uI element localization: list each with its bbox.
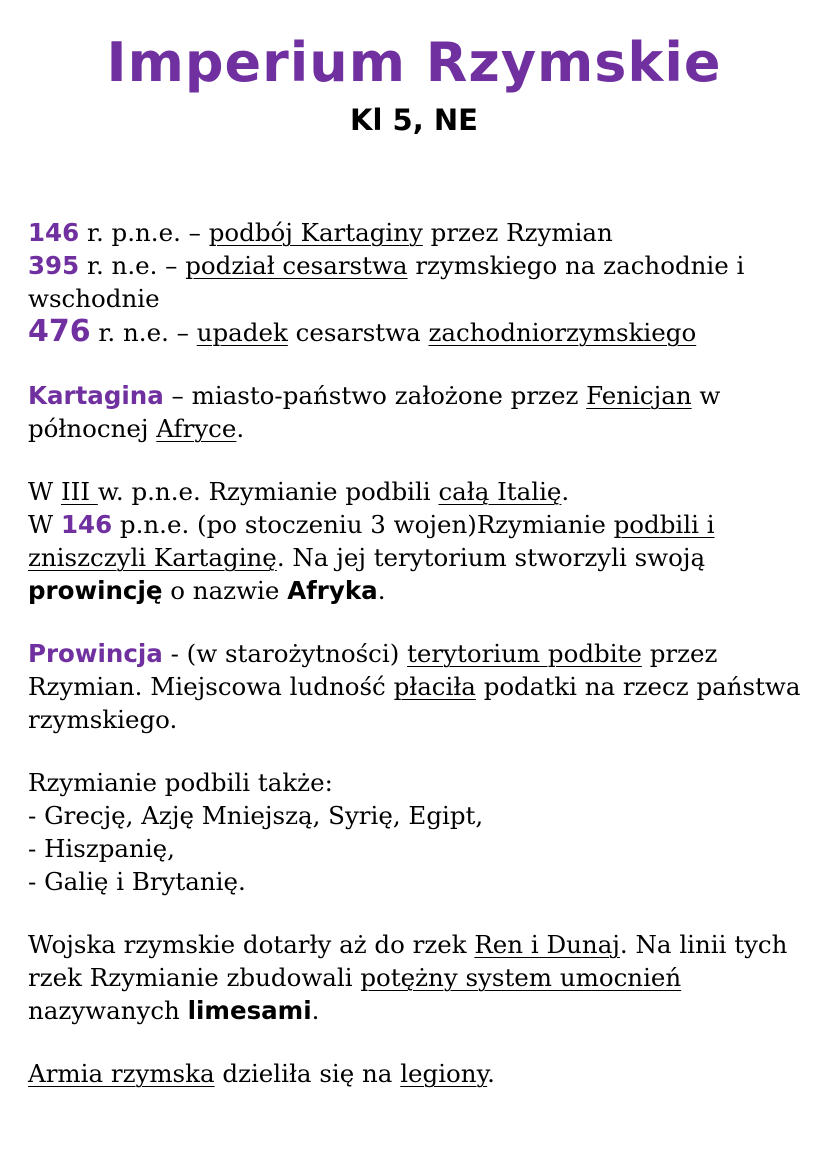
- underlined-term: legiony: [400, 1059, 488, 1088]
- prowincja-paragraph: Prowincja - (w starożytności) terytorium podbite przez Rzymian. Miejscowa ludność płaciła podatki na rzecz państwa rzymskiego.: [28, 639, 801, 734]
- underlined-term: upadek: [196, 318, 288, 347]
- underlined-term: potężny system umocnień: [360, 963, 682, 992]
- date-line-395: 395 r. n.e. – podział cesarstwa rzymskiego na zachodnie i wschodnie: [28, 251, 745, 313]
- definition-term: Kartagina: [28, 381, 164, 410]
- date-year: 146: [28, 218, 80, 247]
- underlined-term: III: [60, 477, 98, 506]
- underlined-term: podbój Kartaginy: [208, 218, 423, 247]
- bold-term: Afryka: [287, 576, 378, 605]
- underlined-term: Fenicjan: [586, 381, 692, 410]
- underlined-term: płaciła: [393, 672, 476, 701]
- date-line-476: 476 r. n.e. – upadek cesarstwa zachodniorzymskiego: [28, 314, 697, 349]
- notes-content: [28, 216, 818, 1120]
- date-year: 395: [28, 251, 80, 280]
- bold-term: limesami: [187, 996, 312, 1025]
- page-title: Imperium Rzymskie: [106, 31, 722, 94]
- list-item: - Galię i Brytanię.: [28, 867, 246, 896]
- page-subtitle: Kl 5, NE: [350, 103, 478, 137]
- list-item: - Grecję, Azję Mniejszą, Syrię, Egipt,: [28, 801, 484, 830]
- underlined-term: podział cesarstwa: [185, 251, 408, 280]
- army-paragraph: Armia rzymska dzieliła się na legiony.: [28, 1059, 495, 1088]
- underlined-term: podbili i zniszczyli Kartaginę: [28, 510, 715, 572]
- underlined-term: Armia rzymska: [28, 1059, 215, 1088]
- conquest-paragraph: W III w. p.n.e. Rzymianie podbili całą Italię. W 146 p.n.e. (po stoczeniu 3 wojen)Rzymianie podbili i zniszczyli Kartaginę. Na jej terytorium stworzyli swoją prowincję o nazwie Afryka.: [28, 477, 715, 605]
- underlined-term: Afryce: [156, 414, 237, 443]
- also-conquered-paragraph: [28, 766, 818, 898]
- definition-term: Prowincja: [28, 639, 163, 668]
- underlined-term: Ren i Dunaj: [474, 930, 620, 959]
- underlined-term: zachodniorzymskiego: [428, 318, 697, 347]
- bold-term: prowincję: [28, 576, 163, 605]
- list-intro: Rzymianie podbili także:: [28, 768, 333, 797]
- date-line-146: 146 r. p.n.e. – podbój Kartaginy przez Rzymian: [28, 218, 613, 247]
- date-year: 146: [60, 510, 113, 539]
- underlined-term: terytorium podbite: [407, 639, 642, 668]
- limes-paragraph: Wojska rzymskie dotarły aż do rzek Ren i Dunaj. Na linii tych rzek Rzymianie zbudowali potężny system umocnień nazywanych limesami.: [28, 930, 788, 1025]
- list-item: - Hiszpanię,: [28, 834, 175, 863]
- underlined-term: całą Italię: [438, 477, 562, 506]
- kartagina-paragraph: Kartagina – miasto-państwo założone przez Fenicjan w północnej Afryce.: [28, 381, 721, 443]
- dates-paragraph: [28, 216, 818, 349]
- date-year: 476: [28, 314, 91, 349]
